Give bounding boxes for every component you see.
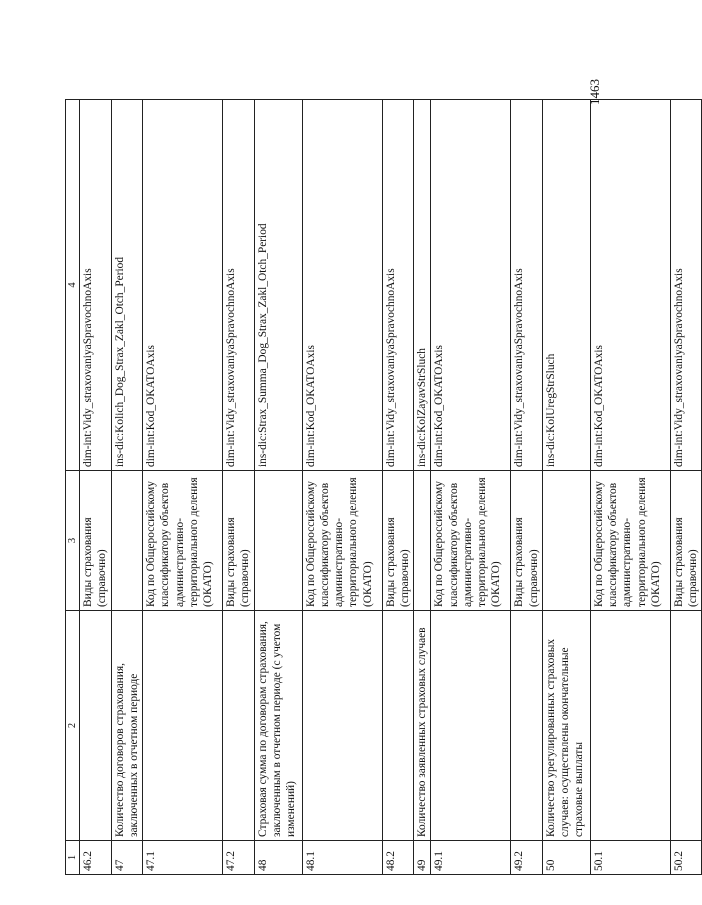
indicator-cell bbox=[80, 611, 112, 841]
column-header: 1 bbox=[66, 841, 80, 875]
dimension-cell: Код по Общероссийскому классификатору объектов административно-территориального деления (ОКАТО) bbox=[302, 471, 382, 611]
row-number-cell: 49.2 bbox=[511, 841, 543, 875]
code-cell: dim-int:Kod_OKATOAxis bbox=[302, 100, 382, 471]
indicator-cell bbox=[431, 611, 511, 841]
dimension-cell bbox=[414, 471, 431, 611]
table-row bbox=[143, 100, 223, 875]
indicator-cell bbox=[511, 611, 543, 841]
dimension-cell: Код по Общероссийскому классификатору объектов административно-территориального деления (ОКАТО) bbox=[431, 471, 511, 611]
indicator-cell bbox=[302, 611, 382, 841]
table-row bbox=[254, 100, 302, 875]
code-cell: ins-dic:Kolich_Dog_Strax_Zakl_Otch_Period bbox=[111, 100, 143, 471]
code-cell: dim-int:Kod_OKATOAxis bbox=[431, 100, 511, 471]
table-row bbox=[511, 100, 543, 875]
indicator-cell: Страховая сумма по договорам страхования, заключенным в отчетном периоде (с учетом изменений) bbox=[254, 611, 302, 841]
column-header: 2 bbox=[66, 611, 80, 841]
table-row bbox=[302, 100, 382, 875]
row-number-cell: 50.2 bbox=[670, 841, 702, 875]
row-number-cell: 47 bbox=[111, 841, 143, 875]
data-table bbox=[65, 99, 702, 875]
table-row bbox=[590, 100, 670, 875]
row-number-cell: 47.2 bbox=[223, 841, 255, 875]
dimension-cell: Код по Общероссийскому классификатору объектов административно-территориального деления (ОКАТО) bbox=[143, 471, 223, 611]
row-number-cell: 47.1 bbox=[143, 841, 223, 875]
table-row bbox=[382, 100, 414, 875]
code-cell: dim-int:Vidy_straxovaniyaSpravochnoAxis bbox=[670, 100, 702, 471]
code-cell: dim-int:Kod_OKATOAxis bbox=[143, 100, 223, 471]
code-cell: dim-int:Vidy_straxovaniyaSpravochnoAxis bbox=[223, 100, 255, 471]
indicator-cell bbox=[670, 611, 702, 841]
code-cell: dim-int:Vidy_straxovaniyaSpravochnoAxis bbox=[511, 100, 543, 471]
table-row bbox=[80, 100, 112, 875]
code-cell: dim-int:Vidy_straxovaniyaSpravochnoAxis bbox=[80, 100, 112, 471]
code-cell: ins-dic:KolUregStrSluch bbox=[542, 100, 590, 471]
table-row bbox=[111, 100, 143, 875]
row-number-cell: 50 bbox=[542, 841, 590, 875]
row-number-cell: 48.2 bbox=[382, 841, 414, 875]
column-header: 4 bbox=[66, 100, 80, 471]
dimension-cell: Код по Общероссийскому классификатору объектов административно-территориального деления (ОКАТО) bbox=[590, 471, 670, 611]
row-number-cell: 48 bbox=[254, 841, 302, 875]
dimension-cell: Виды страхования (справочно) bbox=[223, 471, 255, 611]
row-number-cell: 49 bbox=[414, 841, 431, 875]
table-row bbox=[414, 100, 431, 875]
row-number-cell: 46.2 bbox=[80, 841, 112, 875]
indicator-cell bbox=[223, 611, 255, 841]
dimension-cell: Виды страхования (справочно) bbox=[382, 471, 414, 611]
dimension-cell: Виды страхования (справочно) bbox=[511, 471, 543, 611]
indicator-cell: Количество заявленных страховых случаев bbox=[414, 611, 431, 841]
rotated-table-container bbox=[65, 100, 700, 875]
dimension-cell: Виды страхования (справочно) bbox=[670, 471, 702, 611]
row-number-cell: 50.1 bbox=[590, 841, 670, 875]
code-cell: ins-dic:Strax_Summa_Dog_Strax_Zakl_Otch_Period bbox=[254, 100, 302, 471]
indicator-cell: Количество договоров страхования, заключенных в отчетном периоде bbox=[111, 611, 143, 841]
column-header: 3 bbox=[66, 471, 80, 611]
code-cell: dim-int:Kod_OKATOAxis bbox=[590, 100, 670, 471]
dimension-cell: Виды страхования (справочно) bbox=[80, 471, 112, 611]
table-row bbox=[670, 100, 702, 875]
dimension-cell bbox=[542, 471, 590, 611]
row-number-cell: 49.1 bbox=[431, 841, 511, 875]
table-row bbox=[431, 100, 511, 875]
code-cell: dim-int:Vidy_straxovaniyaSpravochnoAxis bbox=[382, 100, 414, 471]
indicator-cell bbox=[382, 611, 414, 841]
indicator-cell bbox=[590, 611, 670, 841]
page-number: 1463 bbox=[587, 79, 602, 105]
row-number-cell: 48.1 bbox=[302, 841, 382, 875]
code-cell: ins-dic:KolZayavStrSluch bbox=[414, 100, 431, 471]
indicator-cell: Количество урегулированных страховых случаев: осуществлены окончательные страховые выплаты bbox=[542, 611, 590, 841]
table-row bbox=[223, 100, 255, 875]
dimension-cell bbox=[254, 471, 302, 611]
table-row bbox=[542, 100, 590, 875]
header-row bbox=[66, 100, 80, 875]
dimension-cell bbox=[111, 471, 143, 611]
indicator-cell bbox=[143, 611, 223, 841]
